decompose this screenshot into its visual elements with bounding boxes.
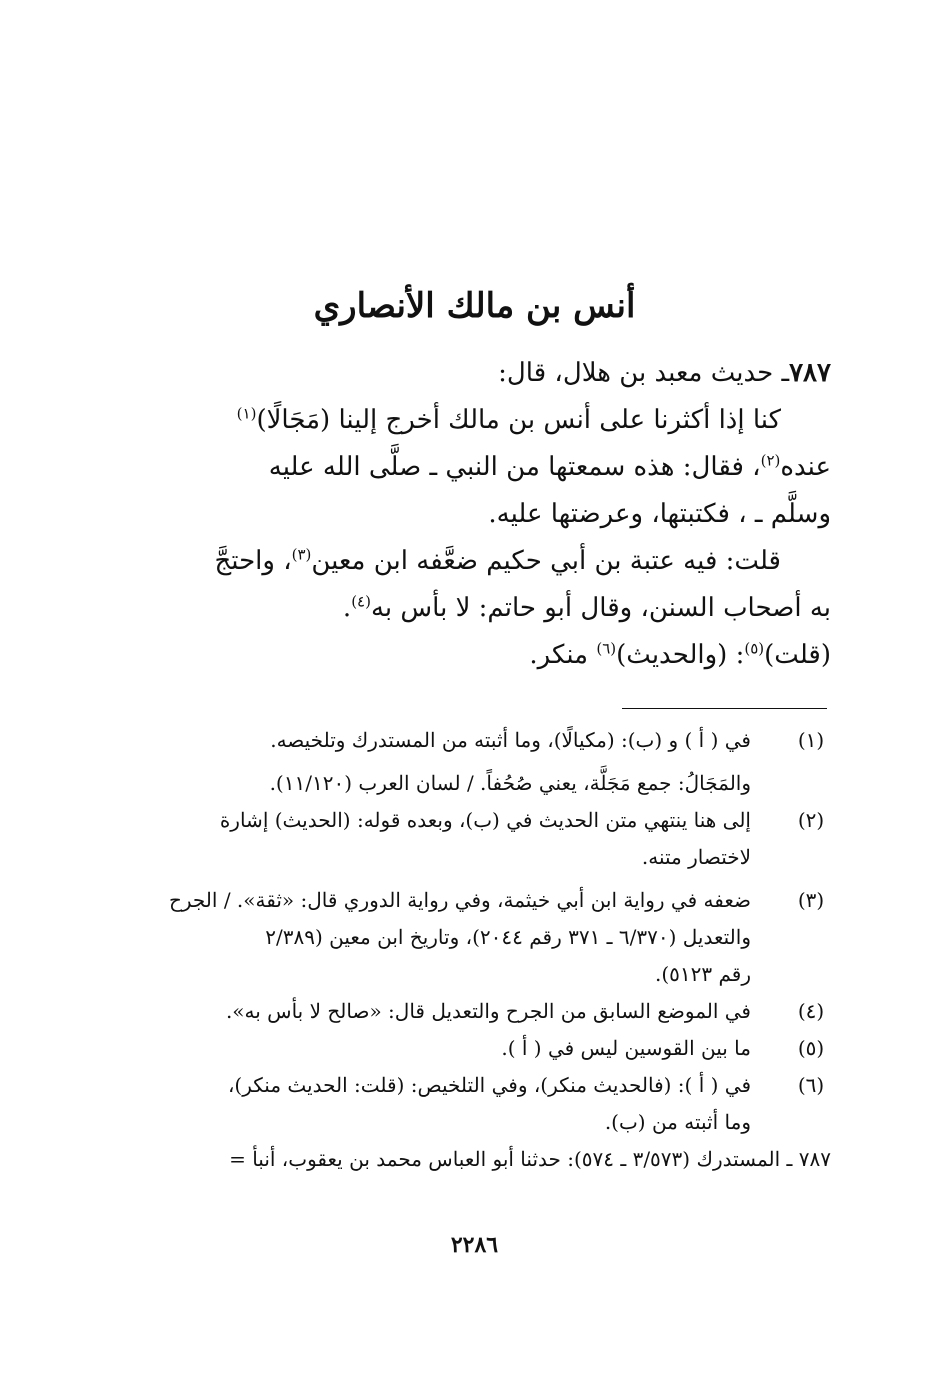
hadith-heading: ـ حديث معبد بن هلال، قال: bbox=[498, 358, 790, 388]
footnote-divider bbox=[622, 708, 827, 709]
footnote-number: (٦) bbox=[797, 1073, 825, 1097]
footnote-1: (١) في ( أ ) و (ب): (مكيالًا)، وما أثبته من المستدرك وتلخيصه. bbox=[119, 722, 831, 759]
footnote-2: (٢) إلى هنا ينتهي متن الحديث في (ب)، وبعده قوله: (الحديث) إشارة لاختصار متنه. bbox=[119, 802, 831, 876]
footnote-6: (٦) في ( أ ): (فالحديث منكر)، وفي التلخيص: (قلت: الحديث منكر)، وما أثبته من (ب). bbox=[119, 1067, 831, 1141]
footnote-4: (٤) في الموضع السابق من الجرح والتعديل قال: «صالح لا بأس به». bbox=[119, 993, 831, 1030]
comment-line: به أصحاب السنن، وقال أبو حاتم: لا بأس به$^{(٤)}$. bbox=[342, 592, 831, 623]
hadith-heading-line bbox=[131, 350, 831, 397]
comment-line: (قلت)$^{(٥)}$: (والحديث)$^{(٦)}$ منكر. bbox=[529, 639, 831, 670]
comment-line: قلت: فيه عتبة بن أبي حكيم ضعَّفه ابن معين$^{(٣)}$، واحتجَّ bbox=[214, 545, 781, 576]
footnote-5: (٥) ما بين القوسين ليس في ( أ ). bbox=[119, 1030, 831, 1067]
footnote-ref: (٦) bbox=[596, 639, 617, 658]
source-reference-line: ٧٨٧ ـ المستدرك (٣/٥٧٣ ـ ٥٧٤): حدثنا أبو العباس محمد بن يعقوب، أنبأ = bbox=[229, 1147, 831, 1171]
page-number: ٢٢٨٦ bbox=[450, 1232, 499, 1258]
footnote-number: (١) bbox=[797, 728, 825, 752]
footnote-1-continuation: والمَجَالُ: جمع مَجَلَّة، يعني صُحُفاً. / لسان العرب (١١/١٢٠). bbox=[269, 771, 751, 795]
hadith-text-line: كنا إذا أكثرنا على أنس بن مالك أخرج إلينا (مَجَالًا)$^{(١)}$ bbox=[236, 404, 781, 435]
footnote-3: (٣) ضعفه في رواية ابن أبي خيثمة، وفي رواية الدوري قال: «ثقة». / الجرح والتعديل (٦/٣٧٠ ـ ٣٧١ رقم ٢٠٤٤)، وتاريخ ابن معين (٢/٣٨٩ رقم ٥١٢٣). bbox=[119, 882, 831, 993]
footnote-ref: (٣) bbox=[291, 545, 312, 564]
section-title: أنس بن مالك الأنصاري bbox=[313, 286, 636, 326]
hadith-text-line: عنده$^{(٢)}$، فقال: هذه سمعتها من النبي ـ صلَّى الله عليه bbox=[268, 451, 831, 482]
footnote-ref: (٤) bbox=[351, 592, 371, 611]
footnote-number: (٢) bbox=[797, 808, 825, 832]
footnote-number: (٥) bbox=[797, 1036, 825, 1060]
footnote-number: (٤) bbox=[797, 999, 825, 1023]
hadith-number: ٧٨٧ bbox=[789, 358, 831, 388]
footnote-ref: (٥) bbox=[744, 639, 765, 658]
hadith-text-line: وسلَّم ـ ، فكتبتها، وعرضتها عليه. bbox=[488, 499, 831, 529]
footnote-ref: (١) bbox=[236, 404, 257, 423]
footnote-number: (٣) bbox=[797, 888, 825, 912]
footnotes-block bbox=[119, 722, 831, 1178]
hadith-block bbox=[131, 350, 831, 679]
footnote-ref: (٢) bbox=[760, 451, 781, 470]
